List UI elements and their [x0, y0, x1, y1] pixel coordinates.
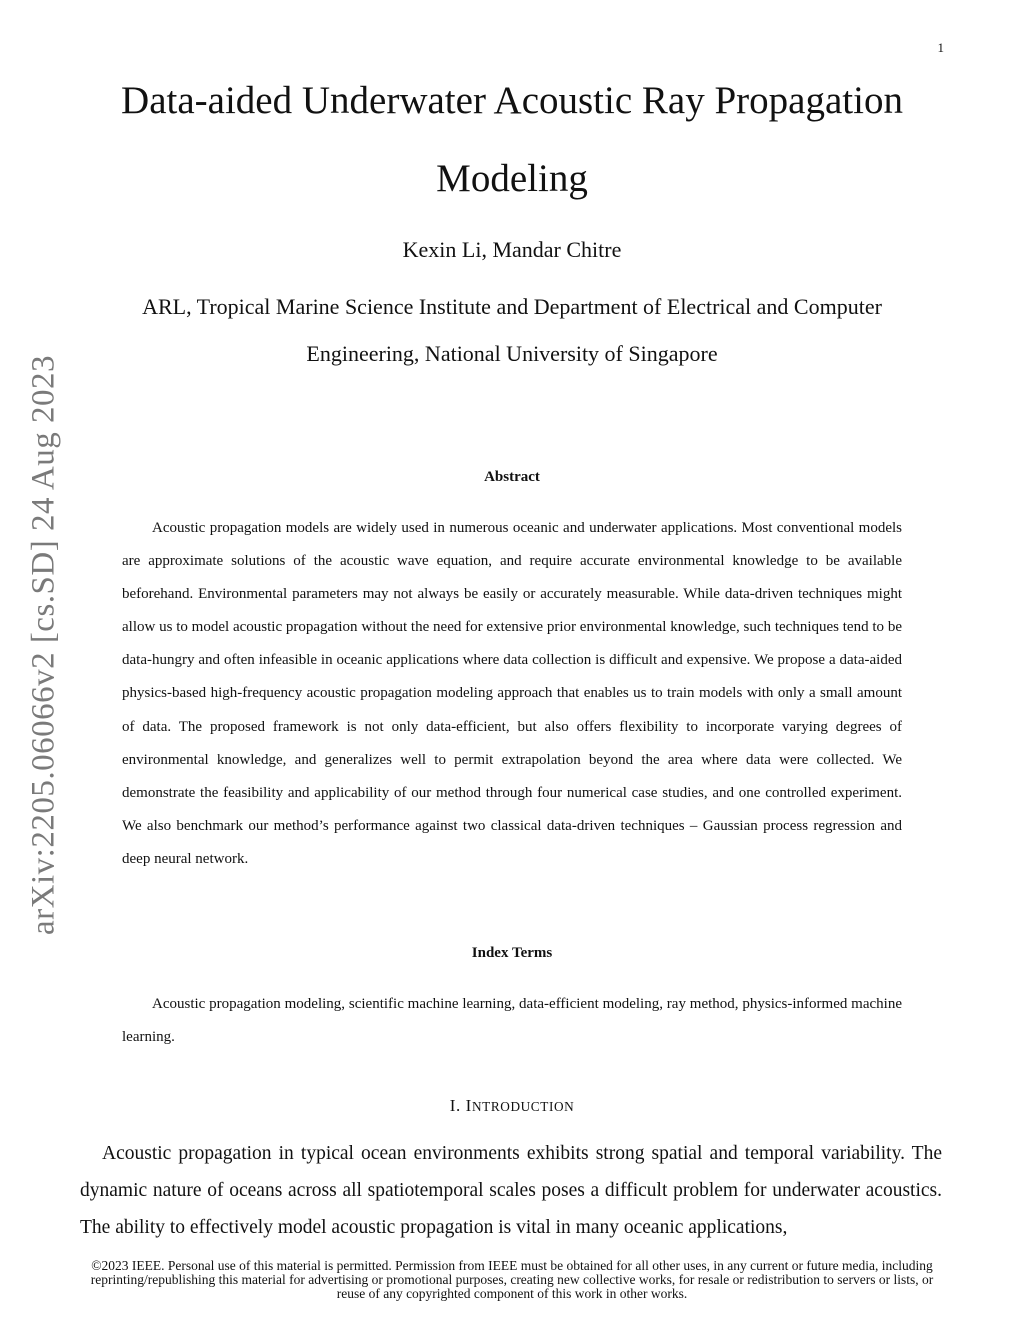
copyright-notice: ©2023 IEEE. Personal use of this material is permitted. Permission from IEEE must be obtained for all other uses, in any current or future media, including reprinting/republishing this material for advertising or promotional purposes, creating new collective works, for resale or redistribution to servers or lists, or reuse of any copyrighted component of this work in other works. [90, 1258, 934, 1301]
introduction-heading [80, 1096, 944, 1116]
introduction-heading-text: I. INTRODUCTION [449, 1096, 575, 1115]
abstract-text: Acoustic propagation models are widely used in numerous oceanic and underwater applications. Most conventional models are approximate solutions of the acoustic wave equation, and require accurate environmental knowledge to be available beforehand. Environmental parameters may not always be easily or accurately measurable. While data-driven techniques might allow us to model acoustic propagation without the need for extensive prior environmental knowledge, such techniques tend to be data-hungry and often infeasible in oceanic applications where data collection is difficult and expensive. We propose a data-aided physics-based high-frequency acoustic propagation modeling approach that enables us to train models with only a small amount of data. The proposed framework is not only data-efficient, but also offers flexibility to incorporate varying degrees of environmental knowledge, and generalizes well to permit extrapolation beyond the area where data were collected. We demonstrate the feasibility and applicability of our method through four numerical case studies, and one controlled experiment. We also benchmark our method’s performance against two classical data-driven techniques – Gaussian process regression and deep neural network. [122, 520, 902, 867]
index-terms-heading: Index Terms [471, 945, 553, 961]
abstract-heading: Abstract [484, 469, 540, 485]
paper-authors: Kexin Li, Mandar Chitre [402, 237, 622, 262]
index-terms-text: Acoustic propagation modeling, scientific machine learning, data-efficient modeling, ray method, physics-informed machine learning. [122, 996, 902, 1046]
arxiv-identifier-stamp: arXiv:2205.06066v2 [cs.SD] 24 Aug 2023 [25, 355, 62, 935]
paper-title: Data-aided Underwater Acoustic Ray Propagation Modeling [121, 79, 903, 200]
author-affiliation: ARL, Tropical Marine Science Institute and Department of Electrical and Computer Engineering, National University of Singapore [142, 294, 882, 366]
page-number: 1 [937, 40, 944, 55]
introduction-text: Acoustic propagation in typical ocean environments exhibits strong spatial and temporal variability. The dynamic nature of oceans across all spatiotemporal scales poses a difficult problem for underwater acoustics. The ability to effectively model acoustic propagation is vital in many oceanic applications, [80, 1143, 942, 1238]
